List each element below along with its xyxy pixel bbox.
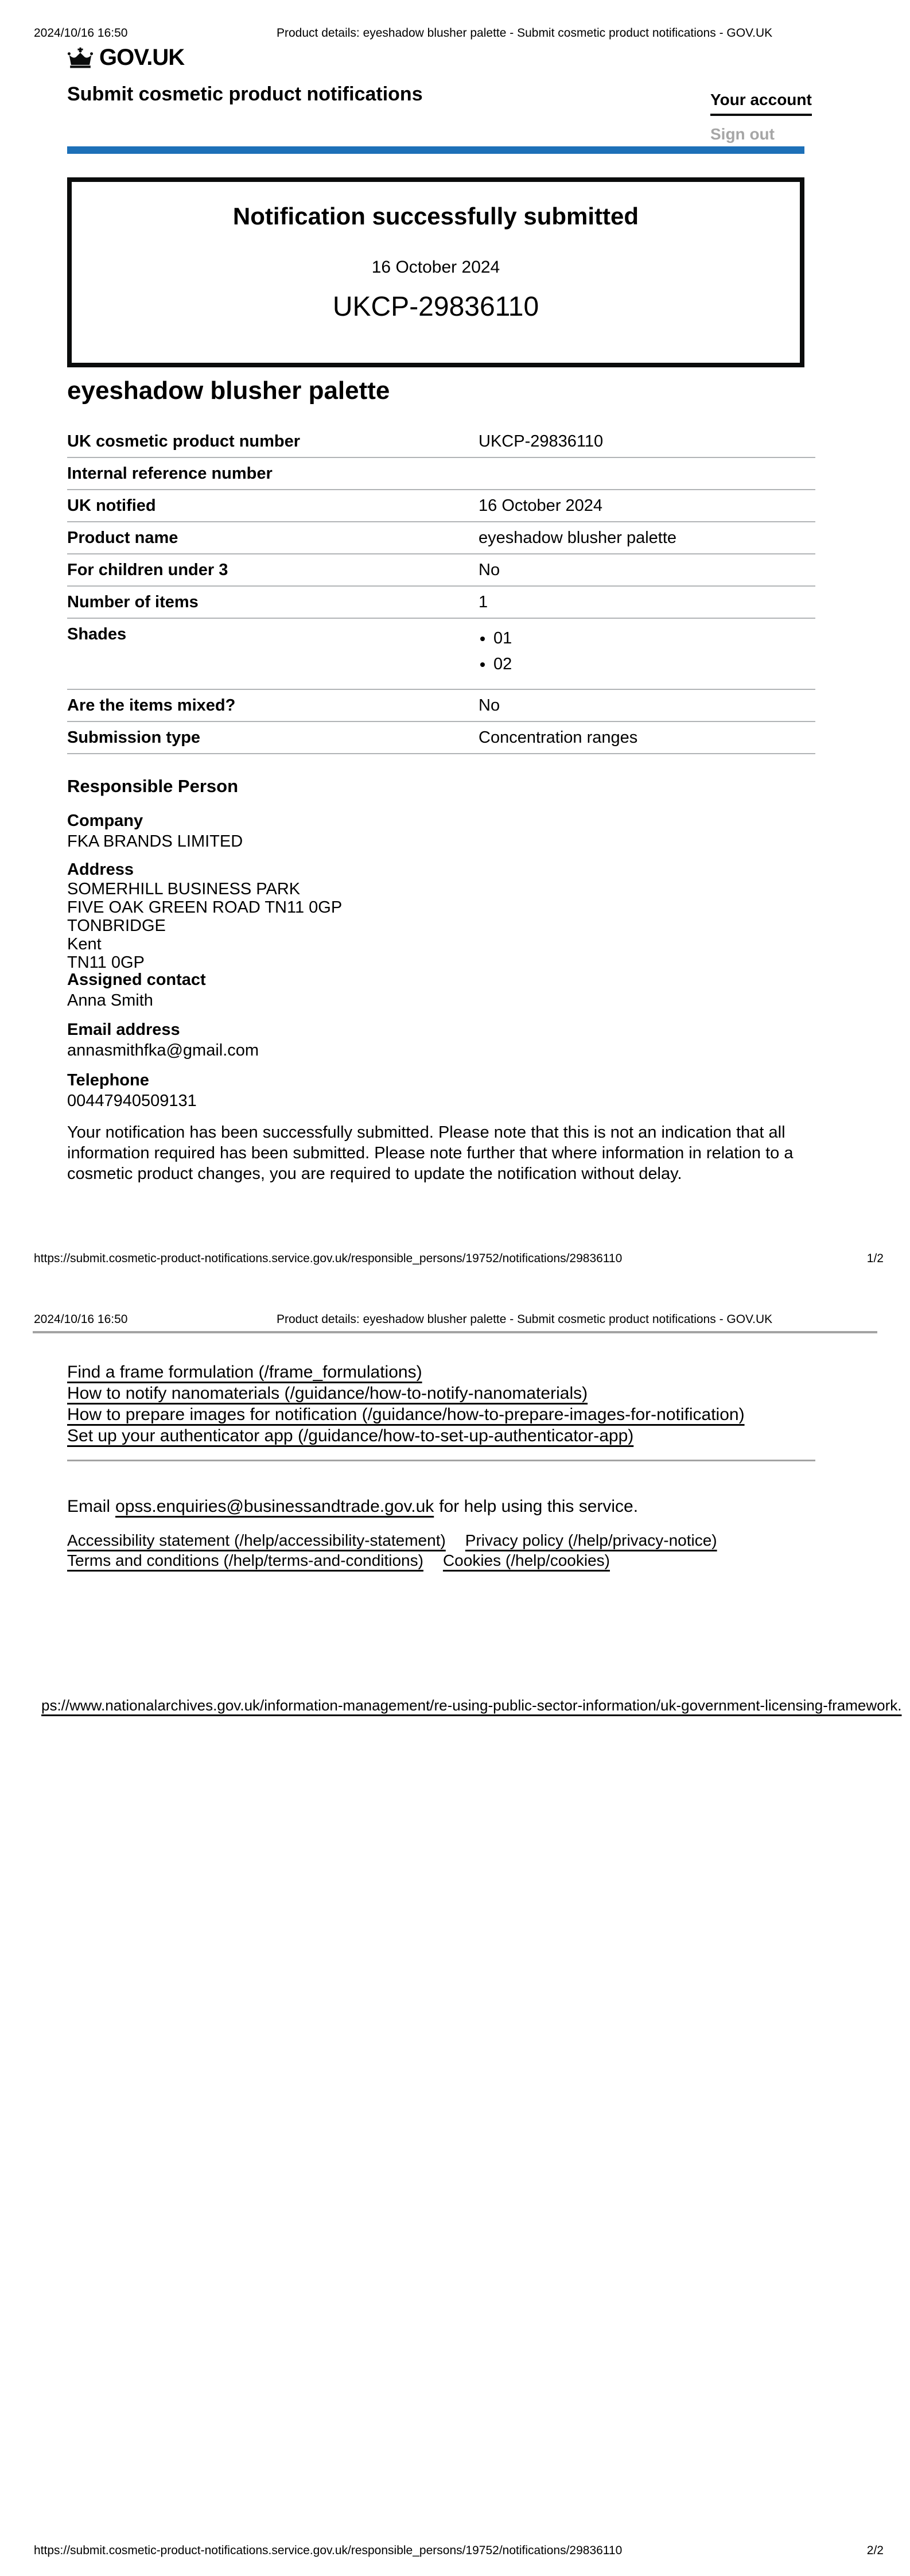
footer-section-divider [67,1460,815,1461]
print-header-title: Product details: eyeshadow blusher palette - Submit cosmetic product notifications - GOV.UK [277,1313,773,1326]
row-label: Internal reference number [67,464,273,483]
email-group [67,1019,259,1061]
product-summary-table [67,426,815,754]
crown-icon [67,47,94,68]
account-nav [710,91,825,116]
company-group [67,810,243,852]
your-account-link[interactable]: Your account [710,91,812,116]
help-email-link[interactable]: opss.enquiries@businessandtrade.gov.uk [115,1497,434,1516]
table-row [67,426,815,458]
row-label: UK cosmetic product number [67,432,301,451]
print-footer-url: https://submit.cosmetic-product-notifications.service.gov.uk/responsible_persons/19752/notifications/29836110 [34,1252,623,1265]
row-value [479,626,815,677]
national-archives-licence-link[interactable]: ps://www.nationalarchives.gov.uk/information-management/re-using-public-sector-information/uk-government-licensing-framework. [41,1697,902,1714]
frame-formulation-link[interactable]: Find a frame formulation (/frame_formulations) [67,1363,422,1382]
telephone-group [67,1070,197,1111]
footer-navigation-links [67,1361,745,1446]
table-row-shades [67,619,815,690]
row-value: No [479,561,500,579]
shade-item: • 01 [493,626,815,651]
confirmation-panel [67,177,804,367]
service-name: Submit cosmetic product notifications [67,83,423,105]
row-value: UKCP-29836110 [479,432,604,451]
list-item [67,1361,745,1383]
company-value: FKA BRANDS LIMITED [67,832,243,851]
footer-meta-links-row [67,1550,610,1570]
authenticator-app-link[interactable]: Set up your authenticator app (/guidance/how-to-set-up-authenticator-app) [67,1426,634,1445]
assigned-contact-value: Anna Smith [67,991,153,1010]
confirmation-date: 16 October 2024 [371,258,500,277]
address-group [67,859,342,972]
header-divider-bar [67,146,804,154]
govuk-logotype: GOV.UK [99,45,185,70]
address-line: TONBRIDGE [67,917,166,935]
submission-notice: Your notification has been successfully submitted. Please note that this is not an indication that all information required has been submitted. Please note further that where information in relation to a cosmetic product changes, you are required to update the notification without delay. [67,1123,794,1183]
row-label: Number of items [67,593,199,611]
email-label: Email address [67,1021,180,1039]
licence-line [41,1696,901,1714]
row-value [479,465,815,483]
row-label: For children under 3 [67,561,228,579]
table-row [67,490,815,522]
footer-meta-links-row [67,1530,717,1550]
row-value: 16 October 2024 [479,496,603,515]
table-row [67,458,815,490]
responsible-person-heading: Responsible Person [67,776,239,796]
help-suffix: for help using this service. [439,1497,639,1516]
footer-top-divider [33,1331,877,1333]
address-line: TN11 0GP [67,953,145,972]
list-item [67,1383,745,1404]
telephone-value: 00447940509131 [67,1092,197,1110]
address-line: Kent [67,935,102,953]
row-value: eyeshadow blusher palette [479,529,677,547]
cookies-link[interactable]: Cookies (/help/cookies) [442,1551,610,1569]
assigned-contact-label: Assigned contact [67,971,206,989]
shade-item: • 02 [493,651,815,677]
print-header-datetime: 2024/10/16 16:50 [34,26,128,40]
row-label: UK notified [67,496,156,515]
print-footer-url: https://submit.cosmetic-product-notifications.service.gov.uk/responsible_persons/19752/notifications/29836110 [34,2544,623,2557]
row-value: 1 [479,593,488,611]
print-header-datetime: 2024/10/16 16:50 [34,1313,128,1326]
notify-nanomaterials-link[interactable]: How to notify nanomaterials (/guidance/how-to-notify-nanomaterials) [67,1384,588,1403]
prepare-images-link[interactable]: How to prepare images for notification (/guidance/how-to-prepare-images-for-notification) [67,1405,745,1424]
help-prefix: Email [67,1497,111,1516]
privacy-policy-link[interactable]: Privacy policy (/help/privacy-notice) [465,1531,717,1549]
email-value: annasmithfka@gmail.com [67,1041,259,1060]
table-row [67,587,815,619]
print-header-title: Product details: eyeshadow blusher palette - Submit cosmetic product notifications - GOV.UK [277,26,773,40]
row-label: Submission type [67,728,201,747]
row-value: Concentration ranges [479,728,638,747]
print-footer-page-number: 1/2 [866,1252,884,1265]
address-line: SOMERHILL BUSINESS PARK [67,880,301,898]
table-row [67,690,815,722]
row-label: Shades [67,625,127,643]
telephone-label: Telephone [67,1071,149,1089]
row-label: Product name [67,529,178,547]
page-title: eyeshadow blusher palette [67,377,390,405]
table-row [67,722,815,754]
confirmation-reference-number: UKCP-29836110 [332,292,539,322]
sign-out-link[interactable]: Sign out [710,125,775,143]
row-value: No [479,696,500,715]
address-line: FIVE OAK GREEN ROAD TN11 0GP [67,898,343,917]
company-label: Company [67,812,143,830]
table-row [67,522,815,554]
shades-list [479,626,815,677]
address-label: Address [67,860,134,879]
help-email-line [67,1496,638,1517]
confirmation-title: Notification successfully submitted [232,203,639,230]
row-label: Are the items mixed? [67,696,236,715]
print-footer-page-number: 2/2 [866,2544,884,2557]
accessibility-statement-link[interactable]: Accessibility statement (/help/accessibility-statement) [67,1531,446,1549]
govuk-logo [67,45,184,71]
assigned-contact-group [67,969,206,1011]
table-row [67,554,815,587]
list-item [67,1425,745,1446]
list-item [67,1404,745,1425]
terms-and-conditions-link[interactable]: Terms and conditions (/help/terms-and-conditions) [67,1551,423,1569]
